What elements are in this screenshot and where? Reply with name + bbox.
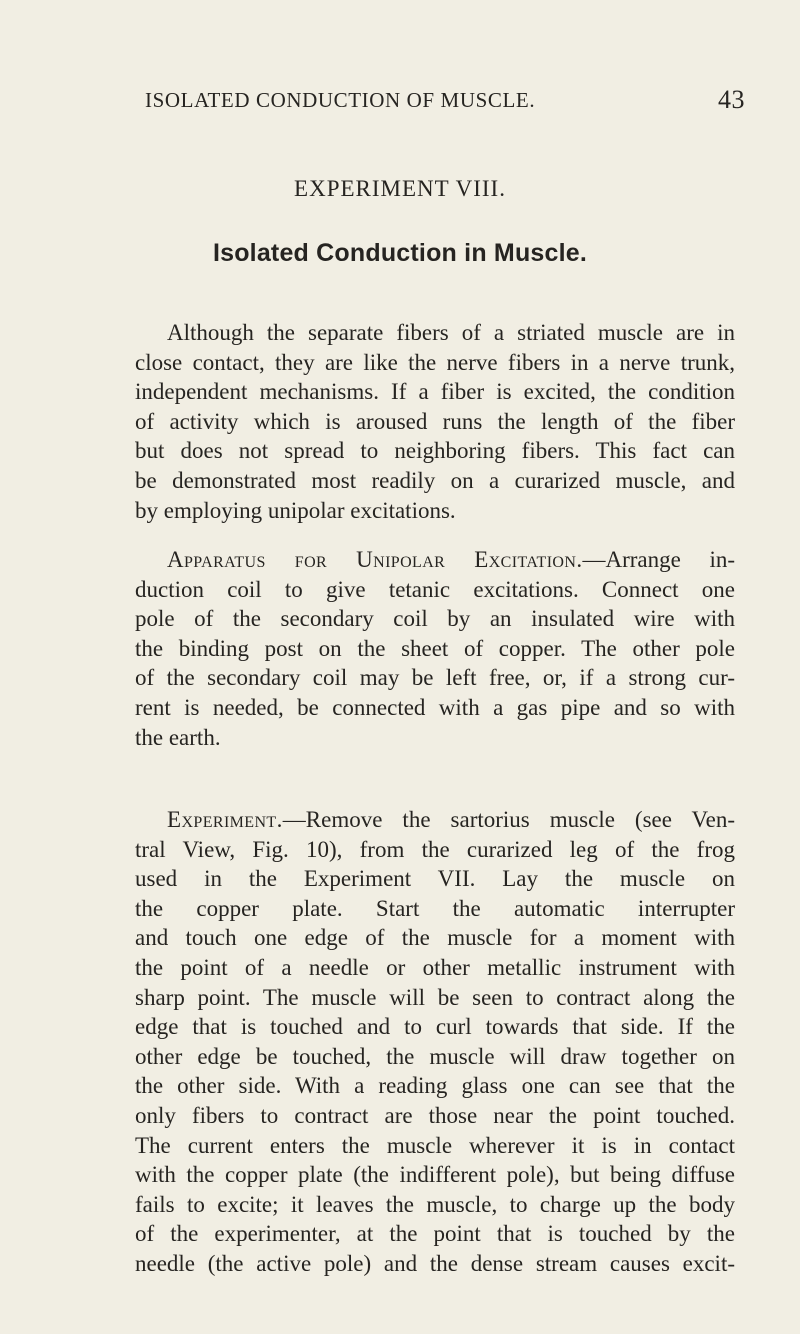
text-line: tral View, Fig. 10), from the curarized leg of the frog xyxy=(135,836,735,862)
text-line: and touch one edge of the muscle for a moment with xyxy=(135,925,735,951)
paragraph-experiment xyxy=(135,805,735,1279)
apparatus-run-in-heading: Apparatus for Unipolar Excitation. xyxy=(167,547,583,572)
page-number: 43 xyxy=(718,85,745,114)
text-line: of the experimenter, at the point that is touched by the xyxy=(135,1221,735,1247)
running-head-title: ISOLATED CONDUCTION OF MUSCLE. xyxy=(145,88,536,112)
running-head xyxy=(145,85,745,118)
text-line: used in the Experiment VII. Lay the muscle on xyxy=(135,866,735,892)
paragraph-apparatus xyxy=(135,545,735,752)
paragraph-intro xyxy=(135,318,735,525)
text-line: but does not spread to neighboring fibers. This fact can xyxy=(135,438,735,464)
experiment-heading: EXPERIMENT VIII. xyxy=(294,176,506,201)
text-line: the point of a needle or other metallic instrument with xyxy=(135,954,735,980)
text-line: independent mechanisms. If a fiber is excited, the condition xyxy=(135,379,735,405)
text-line: duction coil to give tetanic excitations. Connect one xyxy=(135,576,735,602)
text-line: needle (the active pole) and the dense stream causes excit- xyxy=(135,1250,735,1276)
text-line: sharp point. The muscle will be seen to contract along the xyxy=(135,984,735,1010)
text-line: of activity which is aroused runs the length of the fiber xyxy=(135,408,735,434)
text-line: close contact, they are like the nerve fibers in a nerve trunk, xyxy=(135,349,735,375)
text-line: of the secondary coil may be left free, or, if a strong cur- xyxy=(135,665,735,691)
text-line: with the copper plate (the indifferent pole), but being diffuse xyxy=(135,1162,735,1188)
text-line: edge that is touched and to curl towards that side. If the xyxy=(135,1014,735,1040)
text-line: rent is needed, be connected with a gas pipe and so with xyxy=(135,694,735,720)
text-line: only fibers to contract are those near the point touched. xyxy=(135,1102,735,1128)
text-line: Experiment.—Remove the sartorius muscle (see Ven- xyxy=(167,807,735,832)
text-line: by employing unipolar excitations. xyxy=(135,497,456,523)
text-line: the copper plate. Start the automatic interrupter xyxy=(135,895,735,921)
experiment-run-in-heading: Experiment. xyxy=(167,807,283,832)
section-title: Isolated Conduction in Muscle. xyxy=(212,239,588,267)
text-line: the binding post on the sheet of copper. The other pole xyxy=(135,635,735,661)
text-line: pole of the secondary coil by an insulated wire with xyxy=(135,606,735,632)
text-line: be demonstrated most readily on a curarized muscle, and xyxy=(135,467,735,493)
text-line: other edge be touched, the muscle will draw together on xyxy=(135,1043,735,1069)
text-line: Although the separate fibers of a striated muscle are in xyxy=(167,320,735,345)
text-line: Apparatus for Unipolar Excitation.—Arrange in- xyxy=(167,547,735,572)
text-line: The current enters the muscle wherever it is in contact xyxy=(135,1132,735,1158)
text-line: the other side. With a reading glass one can see that the xyxy=(135,1073,735,1099)
text-line: fails to excite; it leaves the muscle, to charge up the body xyxy=(135,1191,735,1217)
text-line: the earth. xyxy=(135,724,221,750)
